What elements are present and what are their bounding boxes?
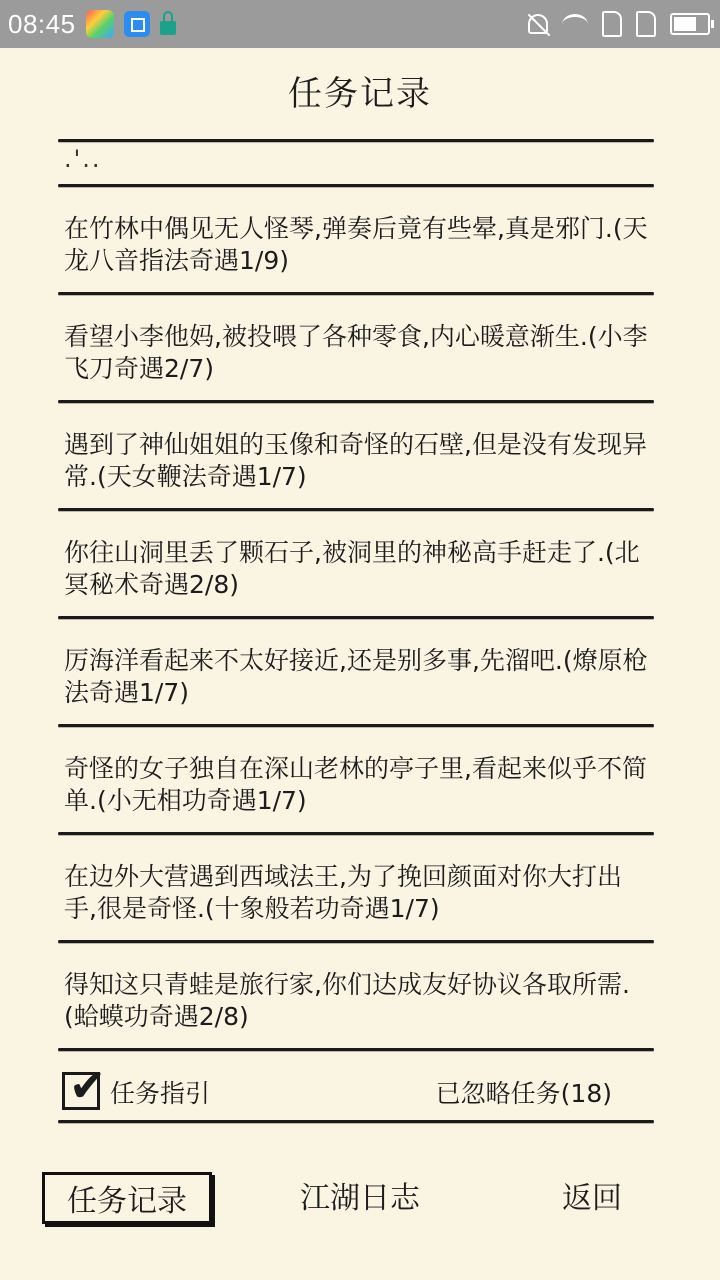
task-text: 在边外大营遇到西域法王,为了挽回颜面对你大打出手,很是奇怪.(十象般若功奇遇1/7) bbox=[64, 862, 622, 923]
task-item[interactable] bbox=[64, 315, 654, 420]
tab-jianghu-log[interactable]: 江湖日志 bbox=[272, 1172, 448, 1224]
task-text: 你往山洞里丢了颗石子,被洞里的神秘高手赶走了.(北冥秘术奇遇2/8) bbox=[64, 538, 640, 599]
page-title: 任务记录 bbox=[288, 74, 432, 114]
task-text: 得知这只青蛙是旅行家,你们达成友好协议各取所需.(蛤蟆功奇遇2/8) bbox=[64, 970, 630, 1031]
mute-bell-icon bbox=[528, 14, 548, 34]
guide-row bbox=[56, 1061, 656, 1114]
task-item[interactable] bbox=[64, 855, 654, 960]
app-notification-icon bbox=[86, 10, 114, 38]
task-text: 看望小李他妈,被投喂了各种零食,内心暖意渐生.(小李飞刀奇遇2/7) bbox=[64, 322, 648, 383]
sim1-icon bbox=[602, 11, 622, 37]
task-text: 奇怪的女子独自在深山老林的亭子里,看起来似乎不简单.(小无相功奇遇1/7) bbox=[64, 754, 647, 815]
partial-task-text: .'.. bbox=[64, 145, 102, 173]
lock-icon bbox=[160, 21, 176, 35]
task-item[interactable] bbox=[64, 639, 654, 744]
battery-icon bbox=[670, 13, 710, 35]
status-bar bbox=[0, 0, 720, 48]
task-list[interactable] bbox=[58, 141, 654, 1051]
task-item[interactable] bbox=[64, 207, 654, 312]
tab-task-record[interactable]: 任务记录 bbox=[42, 1172, 212, 1224]
status-time: 08:45 bbox=[8, 8, 76, 39]
ignored-tasks-button[interactable]: 已忽略任务(18) bbox=[435, 1079, 612, 1108]
screenshot-icon bbox=[124, 11, 150, 37]
task-guide-checkbox[interactable] bbox=[62, 1061, 106, 1112]
checkmark-icon: ✔ bbox=[69, 1061, 106, 1112]
task-item[interactable] bbox=[64, 423, 654, 528]
task-text: 遇到了神仙姐姐的玉像和奇怪的石壁,但是没有发现异常.(天女鞭法奇遇1/7) bbox=[64, 430, 647, 491]
task-guide-label[interactable]: 任务指引 bbox=[110, 1079, 211, 1108]
wifi-icon bbox=[562, 14, 588, 35]
task-text: 厉海洋看起来不太好接近,还是别多事,先溜吧.(燎原枪法奇遇1/7) bbox=[64, 646, 648, 707]
sim2-icon bbox=[636, 11, 656, 37]
back-button[interactable]: 返回 bbox=[530, 1172, 654, 1224]
divider bbox=[58, 1120, 654, 1123]
bottom-nav bbox=[0, 1170, 720, 1230]
task-text: 在竹林中偶见无人怪琴,弹奏后竟有些晕,真是邪门.(天龙八音指法奇遇1/9) bbox=[64, 214, 648, 275]
task-item[interactable] bbox=[64, 747, 654, 852]
task-item[interactable] bbox=[64, 963, 654, 1051]
task-item[interactable] bbox=[64, 531, 654, 636]
